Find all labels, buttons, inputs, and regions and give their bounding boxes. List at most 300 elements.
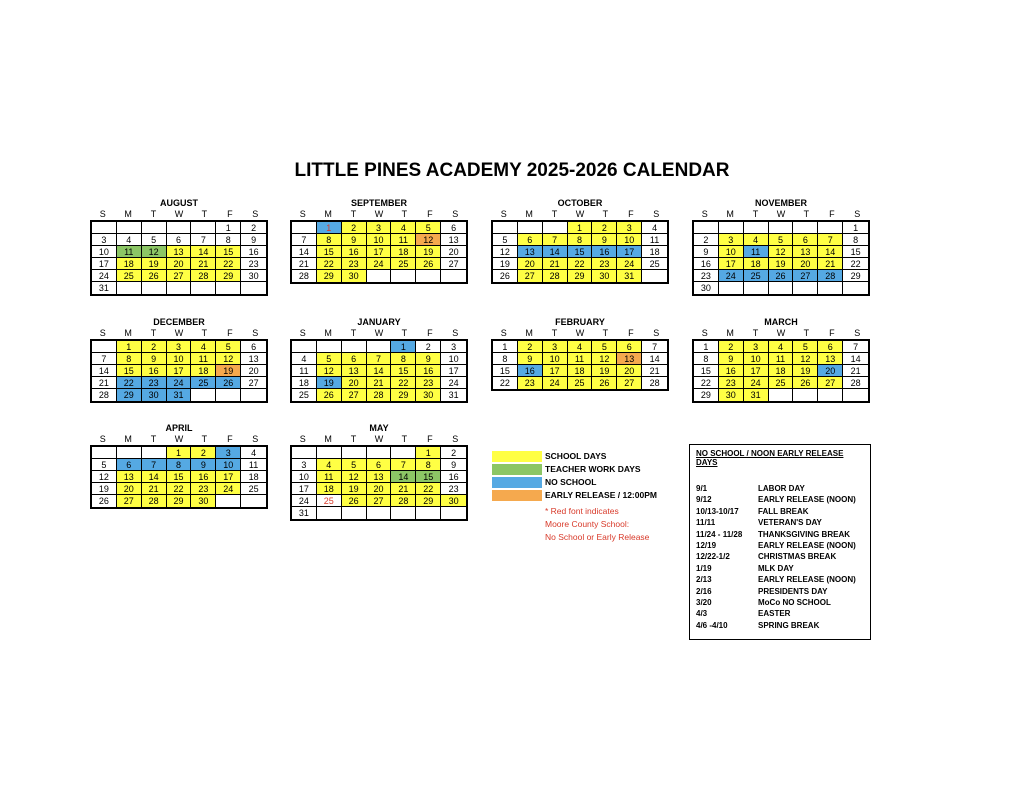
day-cell: 30	[142, 389, 167, 401]
day-cell: 30	[416, 389, 441, 401]
day-cell: 19	[592, 365, 617, 377]
day-cell: 20	[617, 365, 642, 377]
day-cell: 2	[191, 447, 216, 459]
day-cell: 25	[241, 483, 266, 495]
empty-cell	[92, 222, 117, 234]
day-cell: 22	[694, 377, 719, 389]
month-name: MAY	[369, 423, 389, 433]
no-school-desc: EASTER	[758, 609, 791, 619]
no-school-desc: EARLY RELEASE (NOON)	[758, 541, 856, 551]
day-cell: 18	[769, 365, 794, 377]
day-cell: 11	[117, 246, 142, 258]
day-cell: 2	[518, 341, 543, 353]
no-school-date: 3/20	[696, 598, 712, 608]
day-cell: 25	[744, 270, 769, 282]
day-cell: 15	[843, 246, 868, 258]
day-cell: 2	[241, 222, 266, 234]
weekday-label: S	[299, 434, 306, 444]
empty-cell	[818, 389, 843, 401]
empty-cell	[292, 447, 317, 459]
empty-cell	[769, 389, 794, 401]
day-cell: 3	[441, 341, 466, 353]
day-cell: 16	[142, 365, 167, 377]
weekday-label: T	[401, 434, 408, 444]
empty-cell	[241, 389, 266, 401]
legend-note-line: Moore County School:	[545, 519, 630, 529]
day-cell: 31	[617, 270, 642, 282]
no-school-row	[696, 506, 864, 517]
weekday-label: T	[350, 328, 357, 338]
day-cell: 1	[843, 222, 868, 234]
weekday-label: T	[201, 209, 208, 219]
day-cell: 29	[416, 495, 441, 507]
no-school-desc: MoCo NO SCHOOL	[758, 598, 831, 608]
empty-cell	[744, 282, 769, 294]
day-cell: 16	[416, 365, 441, 377]
empty-cell	[191, 389, 216, 401]
month-name: APRIL	[165, 423, 193, 433]
no-school-date: 2/13	[696, 575, 712, 585]
empty-cell	[142, 282, 167, 294]
legend-label: TEACHER WORK DAYS	[545, 464, 641, 474]
day-cell: 26	[793, 377, 818, 389]
weekday-label: S	[701, 209, 708, 219]
day-cell: 17	[216, 471, 241, 483]
day-cell: 7	[92, 353, 117, 365]
day-cell: 31	[167, 389, 192, 401]
day-cell: 6	[617, 341, 642, 353]
day-cell: 18	[568, 365, 593, 377]
day-cell: 12	[216, 353, 241, 365]
weekday-label: F	[427, 328, 433, 338]
day-cell: 20	[117, 483, 142, 495]
day-cell: 11	[317, 471, 342, 483]
empty-cell	[543, 222, 568, 234]
day-cell: 8	[391, 353, 416, 365]
day-cell: 23	[441, 483, 466, 495]
day-cell: 4	[317, 459, 342, 471]
weekday-label: W	[374, 328, 384, 338]
day-cell: 10	[543, 353, 568, 365]
day-cell: 3	[543, 341, 568, 353]
day-cell: 29	[167, 495, 192, 507]
day-cell: 24	[367, 258, 392, 270]
day-cell: 8	[167, 459, 192, 471]
weekday-label: M	[726, 328, 734, 338]
weekday-header	[290, 328, 468, 339]
day-cell: 1	[317, 222, 342, 234]
day-cell: 22	[317, 258, 342, 270]
day-cell: 8	[317, 234, 342, 246]
weekday-label: W	[174, 434, 184, 444]
weekday-label: S	[252, 209, 259, 219]
day-cell: 5	[92, 459, 117, 471]
day-cell: 11	[191, 353, 216, 365]
weekday-header	[290, 434, 468, 445]
weekday-label: T	[752, 328, 759, 338]
day-cell: 20	[167, 258, 192, 270]
day-cell: 6	[518, 234, 543, 246]
day-cell: 21	[642, 365, 667, 377]
page-title: LITTLE PINES ACADEMY 2025-2026 CALENDAR	[294, 160, 730, 181]
day-cell: 11	[241, 459, 266, 471]
weekday-label: S	[99, 434, 106, 444]
day-cell: 1	[391, 341, 416, 353]
day-cell: 14	[367, 365, 392, 377]
weekday-header	[491, 328, 669, 339]
day-cell: 31	[744, 389, 769, 401]
empty-cell	[342, 507, 367, 519]
day-cell: 19	[493, 258, 518, 270]
weekday-label: S	[299, 209, 306, 219]
no-school-date: 2/16	[696, 586, 712, 596]
month-grid	[290, 339, 468, 403]
no-school-row	[696, 494, 864, 505]
day-cell: 23	[416, 377, 441, 389]
month-name: FEBRUARY	[555, 317, 605, 327]
weekday-label: S	[299, 328, 306, 338]
day-cell: 22	[117, 377, 142, 389]
weekday-label: F	[829, 328, 835, 338]
day-cell: 7	[642, 341, 667, 353]
weekday-label: W	[776, 209, 786, 219]
day-cell: 14	[843, 353, 868, 365]
day-cell: 2	[694, 234, 719, 246]
day-cell: 5	[592, 341, 617, 353]
day-cell: 17	[744, 365, 769, 377]
day-cell: 23	[518, 377, 543, 389]
weekday-label: S	[653, 209, 660, 219]
day-cell: 3	[167, 341, 192, 353]
empty-cell	[342, 341, 367, 353]
day-cell: 8	[216, 234, 241, 246]
month-august	[90, 197, 268, 296]
no-school-desc: VETERAN'S DAY	[758, 518, 822, 528]
day-cell: 18	[642, 246, 667, 258]
day-cell: 6	[441, 222, 466, 234]
day-cell: 25	[769, 377, 794, 389]
legend-item	[492, 489, 682, 501]
empty-cell	[117, 282, 142, 294]
day-cell: 2	[441, 447, 466, 459]
no-school-row	[696, 529, 864, 540]
day-cell: 15	[117, 365, 142, 377]
empty-cell	[92, 341, 117, 353]
day-cell: 21	[191, 258, 216, 270]
day-cell: 27	[117, 495, 142, 507]
day-cell: 25	[317, 495, 342, 507]
no-school-desc: LABOR DAY	[758, 484, 805, 493]
weekday-header	[90, 328, 268, 339]
day-cell: 13	[117, 471, 142, 483]
weekday-header	[90, 434, 268, 445]
day-cell: 29	[117, 389, 142, 401]
day-cell: 13	[441, 234, 466, 246]
month-name: MARCH	[764, 317, 798, 327]
no-school-date: 11/11	[696, 518, 716, 528]
legend-item	[492, 450, 682, 462]
day-cell: 27	[617, 377, 642, 389]
day-cell: 20	[342, 377, 367, 389]
weekday-label: F	[227, 328, 233, 338]
day-cell: 20	[241, 365, 266, 377]
day-cell: 17	[367, 246, 392, 258]
day-cell: 27	[793, 270, 818, 282]
day-cell: 5	[793, 341, 818, 353]
no-school-row	[696, 483, 864, 494]
day-cell: 1	[694, 341, 719, 353]
legend-swatch	[492, 451, 542, 462]
day-cell: 3	[216, 447, 241, 459]
day-cell: 8	[493, 353, 518, 365]
day-cell: 24	[441, 377, 466, 389]
no-school-desc: SPRING BREAK	[758, 620, 820, 630]
day-cell: 21	[292, 258, 317, 270]
day-cell: 7	[367, 353, 392, 365]
day-cell: 25	[568, 377, 593, 389]
day-cell: 4	[117, 234, 142, 246]
no-school-row	[696, 597, 864, 608]
day-cell: 30	[342, 270, 367, 282]
day-cell: 24	[719, 270, 744, 282]
empty-cell	[342, 447, 367, 459]
day-cell: 13	[793, 246, 818, 258]
empty-cell	[317, 341, 342, 353]
day-cell: 30	[241, 270, 266, 282]
empty-cell	[216, 495, 241, 507]
day-cell: 26	[317, 389, 342, 401]
day-cell: 16	[241, 246, 266, 258]
empty-cell	[818, 282, 843, 294]
day-cell: 6	[342, 353, 367, 365]
no-school-date: 4/3	[696, 609, 708, 619]
weekday-label: M	[324, 328, 332, 338]
day-cell: 18	[191, 365, 216, 377]
day-cell: 17	[617, 246, 642, 258]
day-cell: 21	[843, 365, 868, 377]
weekday-label: F	[227, 434, 233, 444]
day-cell: 7	[191, 234, 216, 246]
weekday-label: S	[452, 434, 459, 444]
legend-item	[492, 476, 682, 488]
day-cell: 17	[719, 258, 744, 270]
day-cell: 4	[241, 447, 266, 459]
empty-cell	[216, 282, 241, 294]
day-cell: 10	[292, 471, 317, 483]
weekday-label: M	[726, 209, 734, 219]
no-school-row	[696, 620, 864, 631]
weekday-label: T	[350, 209, 357, 219]
day-cell: 12	[416, 234, 441, 246]
weekday-label: S	[500, 209, 507, 219]
day-cell: 3	[292, 459, 317, 471]
weekday-label: T	[602, 328, 609, 338]
day-cell: 10	[617, 234, 642, 246]
empty-cell	[793, 282, 818, 294]
day-cell: 20	[367, 483, 392, 495]
weekday-label: S	[653, 328, 660, 338]
empty-cell	[642, 270, 667, 282]
empty-cell	[843, 282, 868, 294]
day-cell: 21	[142, 483, 167, 495]
day-cell: 15	[167, 471, 192, 483]
weekday-label: M	[124, 328, 132, 338]
weekday-label: S	[452, 209, 459, 219]
day-cell: 9	[241, 234, 266, 246]
day-cell: 14	[191, 246, 216, 258]
month-grid	[290, 445, 468, 521]
day-cell: 3	[367, 222, 392, 234]
day-cell: 8	[416, 459, 441, 471]
weekday-label: W	[575, 328, 585, 338]
weekday-label: M	[525, 328, 533, 338]
day-cell: 13	[617, 353, 642, 365]
weekday-label: F	[427, 209, 433, 219]
day-cell: 31	[292, 507, 317, 519]
day-cell: 21	[367, 377, 392, 389]
month-name: AUGUST	[160, 198, 198, 208]
weekday-label: T	[401, 328, 408, 338]
day-cell: 5	[416, 222, 441, 234]
day-cell: 1	[117, 341, 142, 353]
empty-cell	[416, 507, 441, 519]
no-school-date: 1/19	[696, 563, 712, 573]
day-cell: 2	[592, 222, 617, 234]
day-cell: 6	[117, 459, 142, 471]
no-school-desc: EARLY RELEASE (NOON)	[758, 495, 856, 505]
day-cell: 9	[441, 459, 466, 471]
month-name: DECEMBER	[153, 317, 205, 327]
weekday-label: S	[99, 328, 106, 338]
day-cell: 20	[793, 258, 818, 270]
day-cell: 14	[142, 471, 167, 483]
weekday-label: W	[174, 328, 184, 338]
month-december	[90, 316, 268, 403]
legend-label: NO SCHOOL	[545, 477, 597, 487]
legend-swatch	[492, 464, 542, 475]
empty-cell	[142, 447, 167, 459]
month-march	[692, 316, 870, 403]
day-cell: 9	[592, 234, 617, 246]
month-grid	[692, 220, 870, 296]
day-cell: 29	[843, 270, 868, 282]
day-cell: 20	[441, 246, 466, 258]
legend-item	[492, 463, 682, 475]
day-cell: 19	[769, 258, 794, 270]
no-school-desc: THANKSGIVING BREAK	[758, 529, 851, 539]
day-cell: 7	[843, 341, 868, 353]
day-cell: 12	[92, 471, 117, 483]
empty-cell	[391, 507, 416, 519]
day-cell: 3	[744, 341, 769, 353]
day-cell: 19	[317, 377, 342, 389]
day-cell: 2	[719, 341, 744, 353]
day-cell: 3	[92, 234, 117, 246]
day-cell: 27	[441, 258, 466, 270]
day-cell: 28	[292, 270, 317, 282]
empty-cell	[292, 222, 317, 234]
day-cell: 9	[416, 353, 441, 365]
day-cell: 15	[391, 365, 416, 377]
month-grid	[90, 445, 268, 509]
day-cell: 4	[744, 234, 769, 246]
day-cell: 8	[117, 353, 142, 365]
day-cell: 15	[493, 365, 518, 377]
day-cell: 1	[416, 447, 441, 459]
weekday-label: M	[124, 209, 132, 219]
weekday-label: F	[227, 209, 233, 219]
day-cell: 18	[292, 377, 317, 389]
day-cell: 29	[317, 270, 342, 282]
empty-cell	[292, 341, 317, 353]
day-cell: 7	[142, 459, 167, 471]
day-cell: 10	[92, 246, 117, 258]
day-cell: 5	[342, 459, 367, 471]
day-cell: 5	[769, 234, 794, 246]
day-cell: 23	[142, 377, 167, 389]
day-cell: 10	[216, 459, 241, 471]
empty-cell	[719, 222, 744, 234]
day-cell: 19	[216, 365, 241, 377]
weekday-label: F	[628, 328, 634, 338]
weekday-label: T	[201, 328, 208, 338]
no-school-row	[696, 563, 864, 574]
legend	[492, 450, 682, 544]
empty-cell	[367, 507, 392, 519]
day-cell: 6	[367, 459, 392, 471]
weekday-header	[692, 328, 870, 339]
weekday-header	[290, 209, 468, 220]
weekday-label: F	[628, 209, 634, 219]
day-cell: 1	[167, 447, 192, 459]
no-school-days-box	[689, 444, 871, 640]
weekday-label: S	[452, 328, 459, 338]
day-cell: 22	[843, 258, 868, 270]
month-february	[491, 316, 669, 391]
day-cell: 20	[818, 365, 843, 377]
day-cell: 29	[568, 270, 593, 282]
day-cell: 19	[793, 365, 818, 377]
weekday-label: W	[374, 209, 384, 219]
day-cell: 25	[117, 270, 142, 282]
day-cell: 24	[744, 377, 769, 389]
month-grid	[90, 339, 268, 403]
day-cell: 7	[818, 234, 843, 246]
legend-label: SCHOOL DAYS	[545, 451, 607, 461]
no-school-row	[696, 540, 864, 551]
day-cell: 18	[744, 258, 769, 270]
weekday-label: T	[150, 328, 157, 338]
day-cell: 14	[642, 353, 667, 365]
day-cell: 7	[391, 459, 416, 471]
no-school-row	[696, 517, 864, 528]
day-cell: 3	[617, 222, 642, 234]
day-cell: 17	[167, 365, 192, 377]
day-cell: 31	[92, 282, 117, 294]
legend-note	[492, 505, 682, 544]
legend-items	[492, 450, 682, 501]
day-cell: 22	[167, 483, 192, 495]
day-cell: 29	[391, 389, 416, 401]
day-cell: 11	[744, 246, 769, 258]
day-cell: 30	[694, 282, 719, 294]
no-school-date: 4/6 -4/10	[696, 620, 728, 630]
day-cell: 24	[167, 377, 192, 389]
day-cell: 30	[441, 495, 466, 507]
day-cell: 23	[241, 258, 266, 270]
day-cell: 12	[592, 353, 617, 365]
empty-cell	[241, 495, 266, 507]
